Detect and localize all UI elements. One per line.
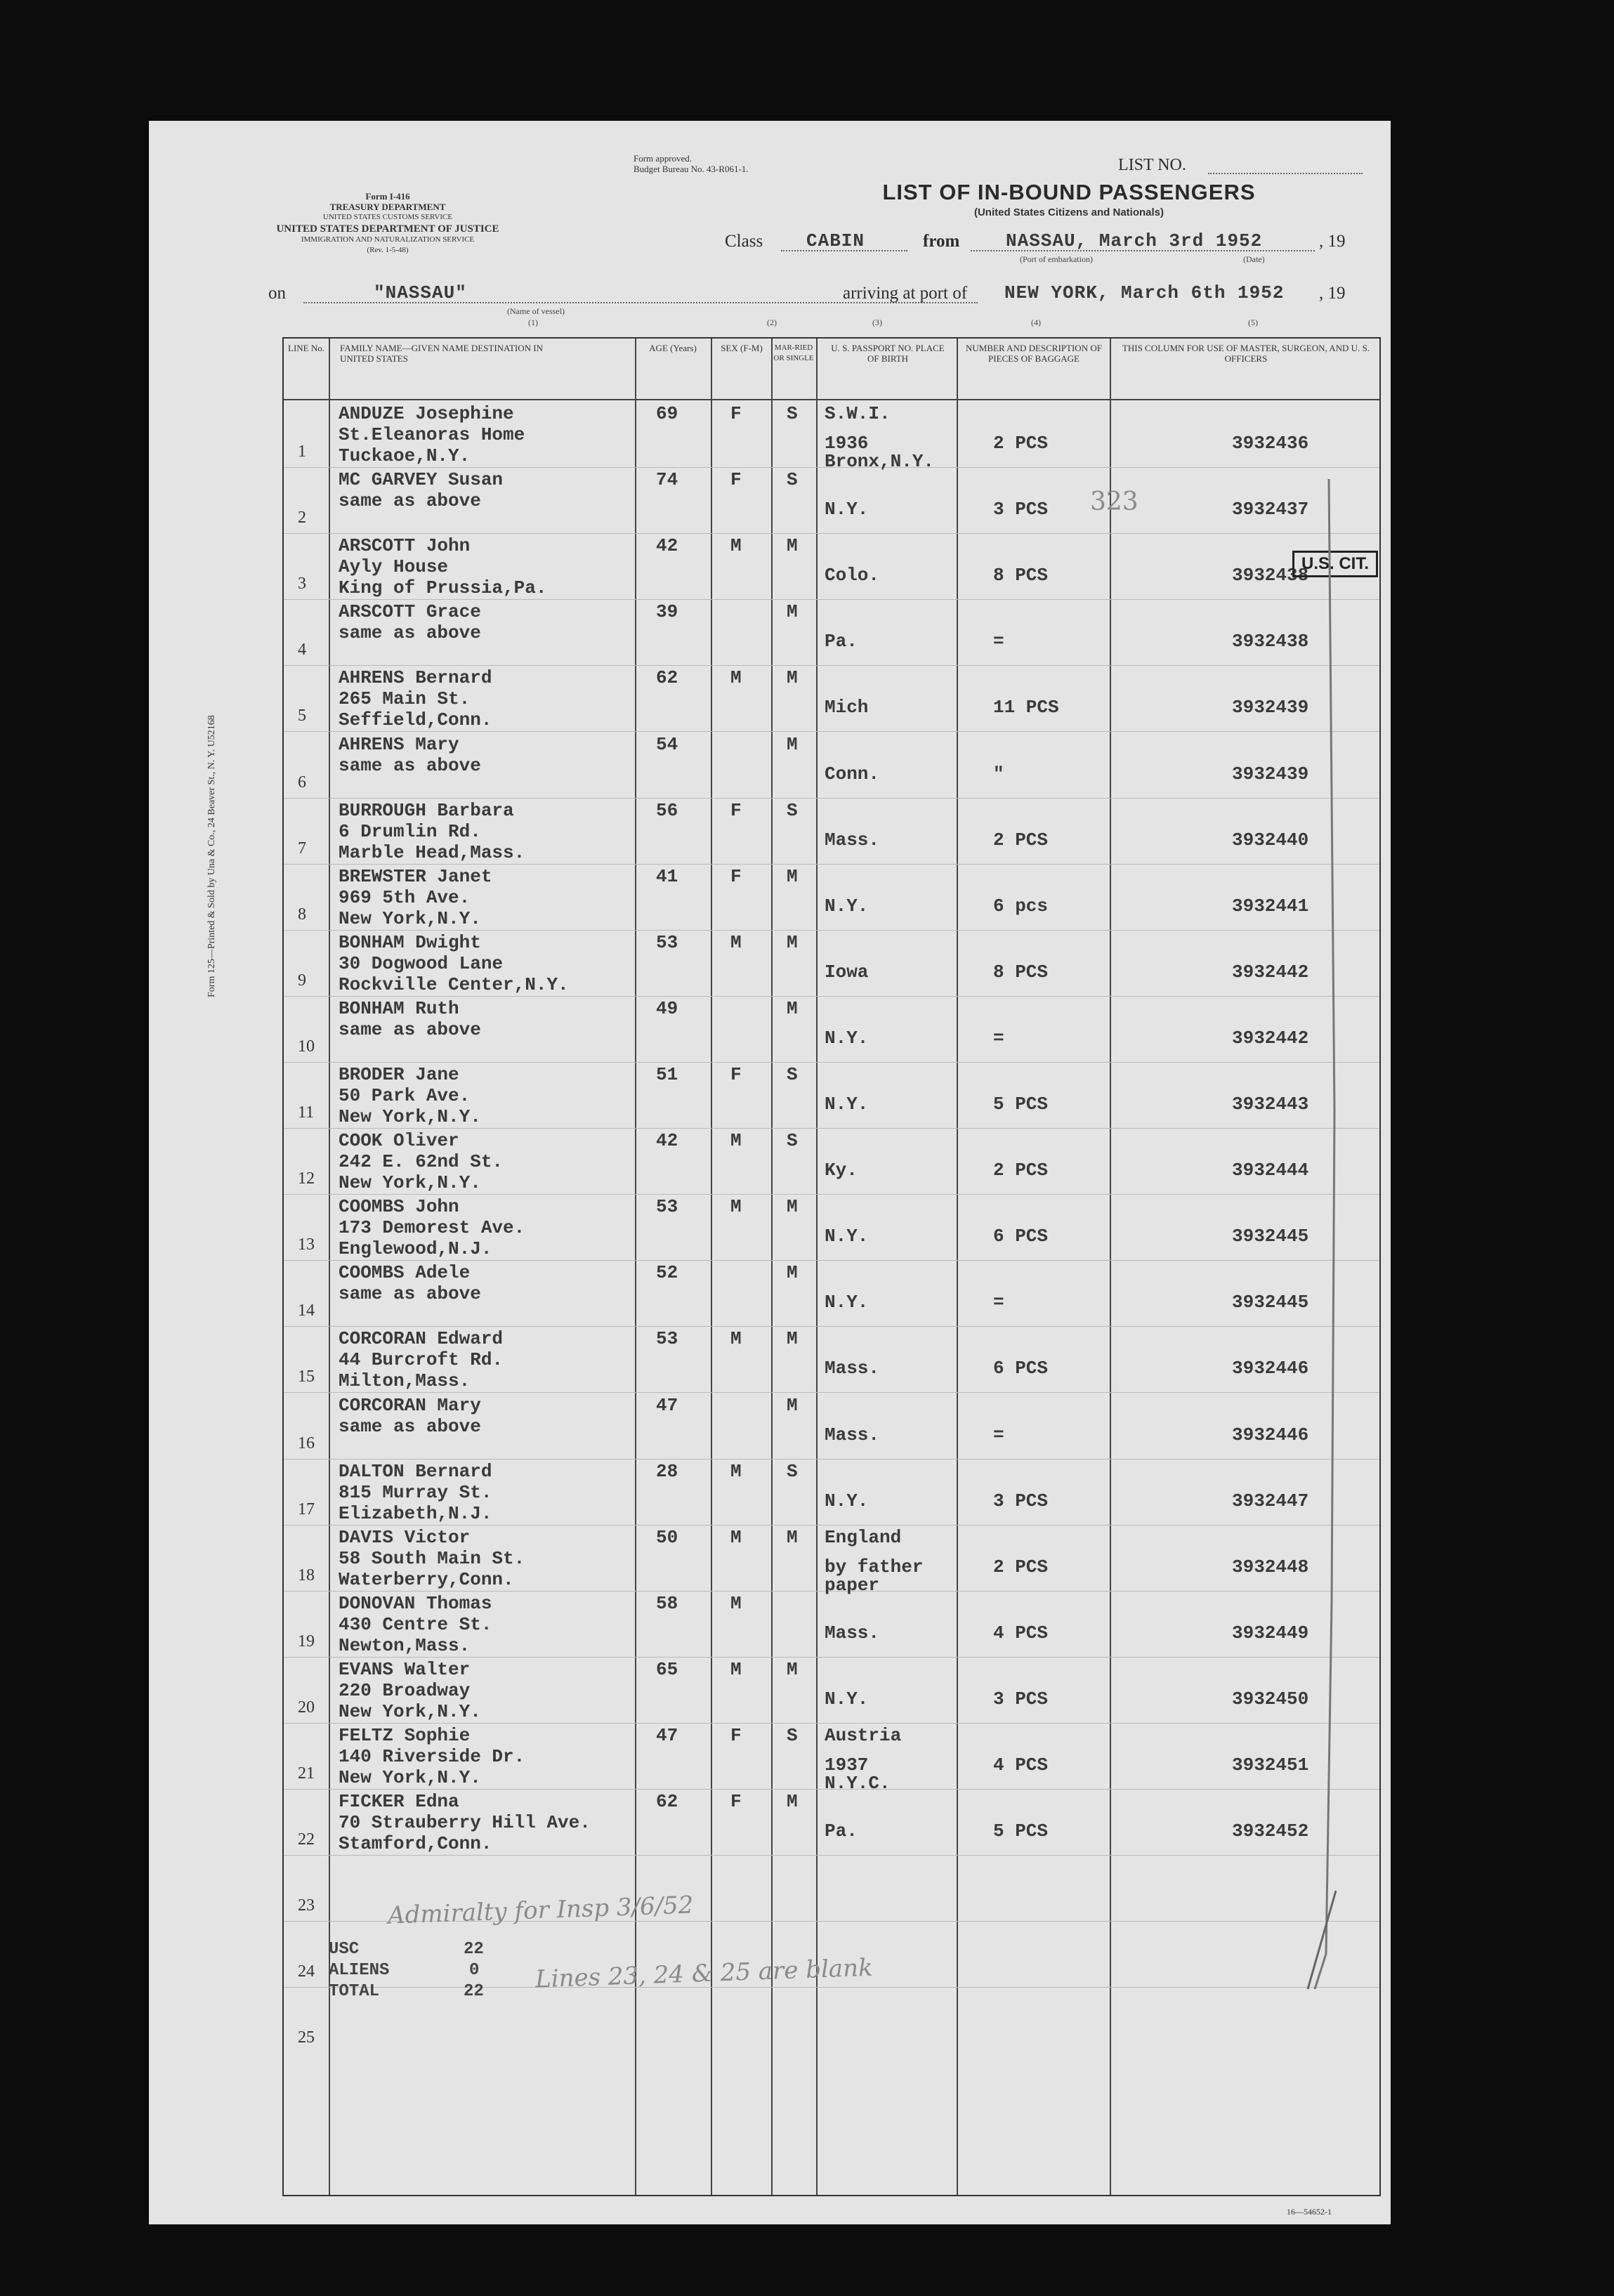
officer-number: 3932442 [1232,1027,1309,1049]
table-row [284,1988,1379,2054]
table-row [284,1327,1379,1393]
line-number: 6 [298,773,306,792]
port-embark-caption: (Port of embarkation) [1020,254,1093,264]
passenger-age: 53 [656,931,678,953]
passenger-marital: S [787,1064,798,1085]
passenger-address-1: 969 5th Ave. [339,886,471,908]
officer-number: 3932446 [1232,1358,1309,1379]
tally-total-label: TOTAL [329,1982,380,2001]
birthplace: N.Y. [825,1027,869,1049]
passenger-sex: F [730,469,742,491]
passenger-age: 49 [656,997,678,1019]
passenger-marital: S [787,799,798,821]
passenger-age: 53 [656,1196,678,1218]
line-number: 19 [298,1632,315,1651]
baggage-count: = [993,1027,1004,1049]
passenger-age: 39 [656,601,678,623]
passenger-sex: M [730,535,742,557]
passenger-age: 74 [656,469,678,491]
line-number: 17 [298,1500,315,1518]
approved-label: Form approved. [634,153,693,164]
passenger-marital: S [787,1460,798,1482]
baggage-count: 3 PCS [993,499,1049,520]
col-sex: SEX (F-M) [721,343,763,353]
baggage-count: 6 PCS [993,1226,1049,1247]
passenger-sex: F [730,403,742,424]
line-number: 16 [298,1434,315,1452]
officer-number: 3932440 [1232,829,1309,851]
line-number: 1 [298,442,306,461]
line-number: 11 [298,1103,315,1122]
baggage-count: 8 PCS [993,565,1049,586]
passenger-address-2: Stamford,Conn. [339,1833,492,1855]
passenger-address-2: Milton,Mass. [339,1370,471,1392]
passenger-address-1: 70 Strauberry Hill Ave. [339,1812,591,1834]
passenger-sex: F [730,1725,742,1746]
officer-number: 3932450 [1232,1688,1309,1710]
birthplace: N.Y. [825,895,869,917]
baggage-count: 5 PCS [993,1094,1049,1115]
annotation-323: 323 [1090,487,1139,516]
table-row [284,1261,1379,1327]
birthplace-extra: Bronx,N.Y. [825,451,935,472]
passenger-address-1: 50 Park Ave. [339,1085,471,1106]
baggage-count: 6 pcs [993,895,1049,917]
passenger-address-1: St.Eleanoras Home [339,424,525,445]
baggage-count: 2 PCS [993,1160,1049,1181]
passenger-address-1: 815 Murray St. [339,1481,492,1503]
passport-line-1: S.W.I. [825,403,891,424]
baggage-count: 3 PCS [993,1490,1049,1511]
officer-number: 3932446 [1232,1424,1309,1445]
officer-number: 3932437 [1232,499,1309,520]
passenger-name: BREWSTER Janet [339,865,492,887]
passenger-address-2: Englewood,N.J. [339,1238,492,1260]
officer-number: 3932438 [1232,631,1309,652]
passenger-sex: M [730,1460,742,1482]
passenger-marital: S [787,1130,798,1152]
passenger-sex: F [730,865,742,887]
table-row [284,1526,1379,1596]
birthplace: by father [825,1556,924,1577]
passenger-address-1: 173 Demorest Ave. [339,1217,525,1239]
birthplace: N.Y. [825,499,869,520]
passenger-sex: M [730,1592,742,1614]
officer-number: 3932441 [1232,895,1309,917]
table-row [284,1129,1379,1195]
table-row [284,733,1379,799]
passenger-age: 50 [656,1526,678,1548]
birthplace: Ky. [825,1160,858,1181]
table-row [284,1393,1379,1459]
line-number: 18 [298,1566,315,1585]
arriving-value: NEW YORK, March 6th 1952 [1004,282,1285,303]
passenger-marital: M [787,1658,798,1680]
officer-number: 3932451 [1232,1754,1309,1776]
birthplace: Mass. [825,829,880,851]
col-line: LINE No. [288,343,324,353]
table-row [284,799,1379,865]
passenger-age: 56 [656,799,678,821]
from-dots [971,250,1315,251]
passenger-name: CORCORAN Mary [339,1394,481,1416]
treasury-label: TREASURY DEPARTMENT [329,202,446,212]
passenger-marital: M [787,1526,798,1548]
passenger-sex: M [730,1526,742,1548]
passenger-marital: M [787,1328,798,1350]
arriving-label: arriving at port of [843,284,968,303]
table-row [284,468,1379,534]
birthplace: Pa. [825,631,858,652]
line-number: 24 [298,1962,315,1981]
budget-block [634,153,749,174]
line-number: 8 [298,905,306,924]
officer-number: 3932436 [1232,433,1309,454]
passenger-name: DONOVAN Thomas [339,1592,492,1614]
ins-label: IMMIGRATION AND NATURALIZATION SERVICE [301,235,475,244]
line-number: 4 [298,641,306,660]
rev-label: (Rev. 1-5-48) [367,246,409,254]
caption-4: (4) [1031,317,1041,327]
passenger-marital: M [787,1394,798,1416]
table-row [284,666,1379,732]
passenger-marital: M [787,601,798,623]
passenger-marital: M [787,1196,798,1218]
passenger-name: FELTZ Sophie [339,1725,471,1746]
passenger-address-1: 242 E. 62nd St. [339,1151,504,1173]
passenger-address-2: New York,N.Y. [339,1767,481,1788]
passenger-name: COOK Oliver [339,1130,459,1152]
passenger-name: COOMBS Adele [339,1262,471,1284]
customs-label: UNITED STATES CUSTOMS SERVICE [322,213,453,221]
table-row [284,1063,1379,1129]
line-number: 12 [298,1169,315,1188]
line-number: 2 [298,509,306,527]
passenger-name: AHRENS Mary [339,733,459,755]
from-label: from [923,232,960,251]
passenger-address-1: same as above [339,1415,481,1437]
passenger-marital: M [787,931,798,953]
passenger-sex: M [730,1130,742,1152]
passenger-marital: S [787,469,798,491]
col-age: AGE (Years) [649,343,697,353]
class-dots [781,250,907,251]
passenger-marital: S [787,1725,798,1746]
passenger-name: BONHAM Ruth [339,997,459,1019]
passenger-age: 42 [656,1130,678,1152]
baggage-count: 2 PCS [993,433,1049,454]
birthplace-extra: N.Y.C. [825,1773,891,1794]
line-number: 22 [298,1830,315,1849]
passenger-address-2: Seffield,Conn. [339,709,492,731]
line-number: 13 [298,1235,315,1254]
passenger-sex: M [730,1196,742,1218]
table-row [284,600,1379,666]
passenger-address-2: Waterberry,Conn. [339,1568,514,1590]
officer-number: 3932442 [1232,961,1309,983]
passenger-marital: M [787,733,798,755]
line-number: 7 [298,839,306,858]
baggage-count: 3 PCS [993,1688,1049,1710]
budget-label: Budget Bureau No. 43-R061-1. [634,164,749,174]
table-row [284,1592,1379,1658]
birthplace: N.Y. [825,1292,869,1313]
handwritten-note-2: Lines 23, 24 & 25 are blank [534,1953,874,1994]
passenger-address-2: Tuckaoe,N.Y. [339,445,471,466]
passenger-name: EVANS Walter [339,1658,471,1680]
table-row [284,1658,1379,1724]
passenger-name: MC GARVEY Susan [339,469,504,491]
passenger-sex: M [730,1658,742,1680]
passenger-age: 65 [656,1658,678,1680]
justice-label: UNITED STATES DEPARTMENT OF JUSTICE [276,223,499,235]
line-number: 20 [298,1698,315,1717]
vessel-caption: (Name of vessel) [507,306,565,316]
table-row [284,534,1379,600]
form-number: Form I-416 [365,191,410,202]
list-no-dots [1208,173,1363,174]
birthplace: Pa. [825,1821,858,1842]
officer-number: 3932444 [1232,1160,1309,1181]
class-label: Class [725,232,763,251]
passenger-name: ARSCOTT Grace [339,601,481,623]
list-no-label: LIST NO. [1118,156,1186,174]
passenger-address-1: same as above [339,490,481,512]
line-number: 3 [298,575,306,593]
caption-2: (2) [767,317,777,327]
vessel-value: "NASSAU" [374,282,467,303]
birthplace: N.Y. [825,1094,869,1115]
baggage-count: 2 PCS [993,1556,1049,1577]
passenger-address-1: same as above [339,622,481,644]
birthplace: Mich [825,697,869,719]
page-title: LIST OF IN-BOUND PASSENGERS [882,180,1256,204]
passenger-name: FICKER Edna [339,1791,459,1813]
passenger-sex: M [730,667,742,689]
passenger-address-1: same as above [339,1018,481,1040]
passenger-sex: M [730,931,742,953]
officer-number: 3932445 [1232,1292,1309,1313]
passenger-name: COOMBS John [339,1196,459,1218]
baggage-count: 6 PCS [993,1358,1049,1379]
year-suffix-1: , 19 [1319,232,1346,251]
printer-side-text: Form 125—Printed & Sold by Una & Co., 24 Beaver St., N. Y. U52168 [206,715,217,997]
birthplace: 1937 [825,1754,869,1776]
us-citizen-stamp: U.S. CIT. [1292,551,1378,577]
col-officers: THIS COLUMN FOR USE OF MASTER, SURGEON, AND U. S. OFFICERS [1122,343,1370,364]
passenger-age: 47 [656,1394,678,1416]
birthplace: Conn. [825,763,880,785]
officer-number: 3932439 [1232,697,1309,719]
col-passport: U. S. PASSPORT NO. PLACE OF BIRTH [831,343,945,364]
baggage-count: 4 PCS [993,1622,1049,1644]
line-number: 23 [298,1896,315,1915]
passenger-address-1: 430 Centre St. [339,1613,492,1635]
officer-number: 3932438 [1232,565,1309,586]
passenger-marital: M [787,1791,798,1813]
baggage-count: 8 PCS [993,961,1049,983]
caption-5: (5) [1248,317,1258,327]
table-row [284,1195,1379,1261]
passenger-address-2: Newton,Mass. [339,1634,471,1656]
caption-1: (1) [528,317,538,327]
passenger-address-1: 58 South Main St. [339,1547,525,1569]
tally-total-value: 22 [464,1982,484,2001]
passenger-address-2: New York,N.Y. [339,1700,481,1722]
baggage-count: 5 PCS [993,1821,1049,1842]
passenger-age: 53 [656,1328,678,1350]
tally-usc-value: 22 [464,1940,484,1959]
passenger-address-2: King of Prussia,Pa. [339,577,547,599]
passenger-name: AHRENS Bernard [339,667,492,689]
birthplace-extra: paper [825,1574,880,1596]
passenger-age: 52 [656,1262,678,1284]
baggage-count: " [993,763,1004,785]
passenger-name: ANDUZE Josephine [339,403,514,424]
passenger-name: DAVIS Victor [339,1526,471,1548]
passenger-marital: S [787,403,798,424]
passenger-name: BURROUGH Barbara [339,799,514,821]
table-row [284,865,1379,931]
passport-line-1: England [825,1526,902,1548]
passenger-age: 47 [656,1725,678,1746]
passenger-marital: M [787,667,798,689]
passenger-age: 28 [656,1460,678,1482]
from-value: NASSAU, March 3rd 1952 [1006,230,1263,251]
passenger-age: 54 [656,733,678,755]
passenger-address-2: Marble Head,Mass. [339,841,525,863]
passenger-age: 58 [656,1592,678,1614]
baggage-count: 11 PCS [993,697,1059,719]
baggage-count: = [993,631,1004,652]
passenger-address-2: New York,N.Y. [339,1106,481,1127]
officer-number: 3932445 [1232,1226,1309,1247]
line-number: 15 [298,1367,315,1386]
birthplace: N.Y. [825,1226,869,1247]
tally-usc-label: USC [329,1940,360,1959]
line-number: 10 [298,1037,315,1056]
passenger-address-2: New York,N.Y. [339,907,481,929]
passenger-name: BRODER Jane [339,1064,459,1085]
passenger-age: 42 [656,535,678,557]
form-header-left [268,191,507,256]
col-married: MAR-RIED OR SINGLE [773,343,814,362]
birthplace: N.Y. [825,1490,869,1511]
passenger-name: DALTON Bernard [339,1460,492,1482]
line-number: 25 [298,2028,315,2047]
passenger-age: 62 [656,1791,678,1813]
line-number: 14 [298,1301,315,1320]
birthplace: N.Y. [825,1688,869,1710]
passenger-address-1: 140 Riverside Dr. [339,1746,525,1767]
officer-number: 3932448 [1232,1556,1309,1577]
col-name: FAMILY NAME—GIVEN NAME DESTINATION IN UNITED STATES [340,343,544,364]
officer-number: 3932452 [1232,1821,1309,1842]
birthplace: Mass. [825,1424,880,1445]
tally-aliens-label: ALIENS [329,1961,390,1980]
birthplace: Iowa [825,961,869,983]
manifest-page [149,121,1391,2224]
passenger-age: 62 [656,667,678,689]
passenger-marital: M [787,997,798,1019]
passenger-marital: M [787,535,798,557]
table-row [284,1459,1379,1526]
check-stroke [1301,479,1343,2024]
passenger-age: 69 [656,403,678,424]
birthplace: Mass. [825,1622,880,1644]
officer-number: 3932439 [1232,763,1309,785]
officer-number: 3932449 [1232,1622,1309,1644]
class-value: CABIN [806,230,865,251]
baggage-count: 4 PCS [993,1754,1049,1776]
passenger-address-2: Rockville Center,N.Y. [339,973,569,995]
table-row [284,1724,1379,1794]
passenger-address-1: same as above [339,754,481,776]
passenger-address-2: New York,N.Y. [339,1172,481,1194]
passenger-name: ARSCOTT John [339,535,471,557]
passenger-marital: M [787,865,798,887]
passenger-address-1: 6 Drumlin Rd. [339,820,481,842]
caption-3: (3) [872,317,882,327]
table-row [284,997,1379,1063]
passenger-address-1: same as above [339,1283,481,1305]
passenger-address-2: Elizabeth,N.J. [339,1502,492,1524]
passenger-age: 41 [656,865,678,887]
baggage-count: = [993,1424,1004,1445]
page-subtitle: (United States Citizens and Nationals) [973,206,1164,218]
passport-line-1: Austria [825,1725,902,1746]
passenger-sex: F [730,1064,742,1085]
tally-aliens-value: 0 [469,1961,480,1980]
year-suffix-2: , 19 [1319,284,1346,303]
table-row [284,1790,1379,1856]
line-number: 21 [298,1764,315,1783]
passenger-marital: M [787,1262,798,1284]
table-row [284,931,1379,997]
birthplace: 1936 [825,433,869,454]
birthplace: Colo. [825,565,880,586]
baggage-count: 2 PCS [993,829,1049,851]
line-number: 5 [298,707,306,726]
passenger-age: 51 [656,1064,678,1085]
passenger-address-1: 265 Main St. [339,688,471,710]
handwritten-note-1: Admiralty for Insp 3/6/52 [387,1891,694,1930]
passenger-name: BONHAM Dwight [339,931,481,953]
birthplace: Mass. [825,1358,880,1379]
date-caption: (Date) [1243,254,1265,264]
passenger-address-1: 44 Burcroft Rd. [339,1349,504,1371]
passenger-sex: F [730,1791,742,1813]
passenger-address-1: 220 Broadway [339,1679,471,1701]
table-row [284,402,1379,472]
passenger-address-1: Ayly House [339,556,449,578]
passenger-sex: F [730,799,742,821]
line-number: 9 [298,971,306,990]
passenger-address-1: 30 Dogwood Lane [339,952,504,974]
passenger-name: CORCORAN Edward [339,1328,504,1350]
on-label: on [268,284,286,303]
footer-code: 16—54652-1 [1287,2207,1332,2217]
officer-number: 3932443 [1232,1094,1309,1115]
officer-number: 3932447 [1232,1490,1309,1511]
passenger-sex: M [730,1328,742,1350]
baggage-count: = [993,1292,1004,1313]
col-baggage: NUMBER AND DESCRIPTION OF PIECES OF BAGGAGE [966,343,1102,364]
